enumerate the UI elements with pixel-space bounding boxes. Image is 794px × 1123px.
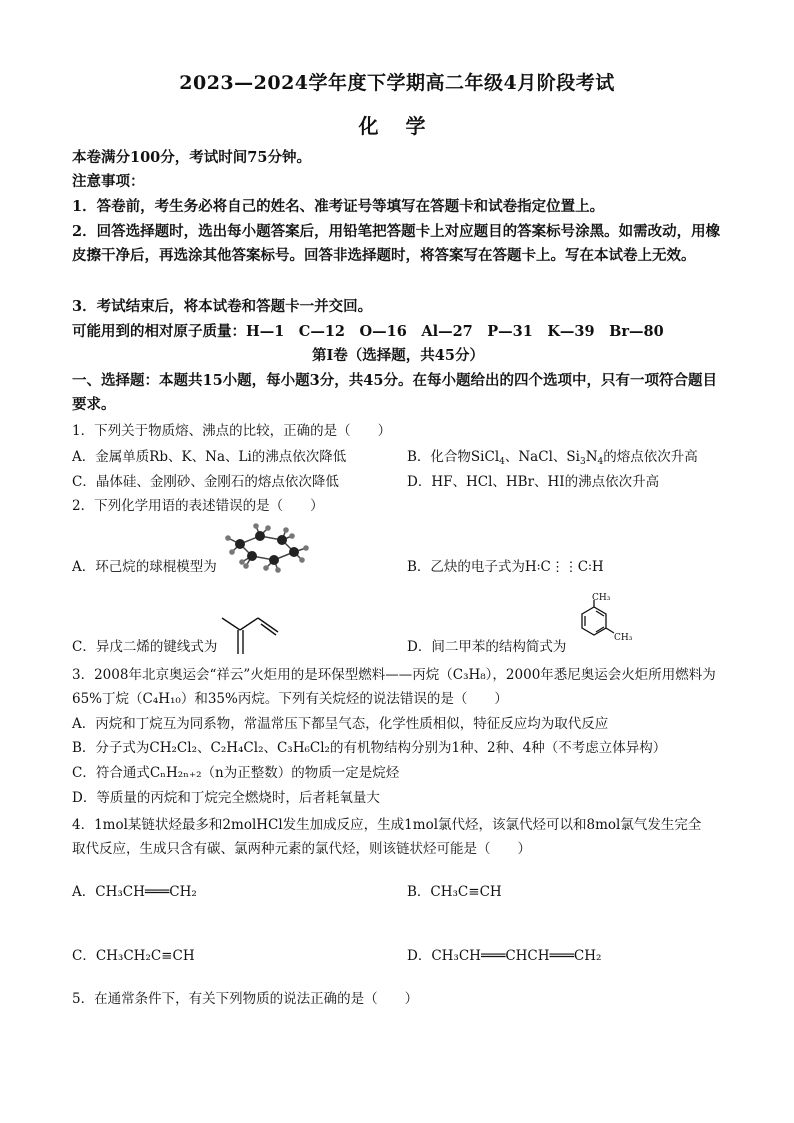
q2-option-a: A．环己烷的球棍模型为 (72, 559, 217, 575)
q4-option-a: A．CH₃CH═══CH₂ (72, 884, 197, 900)
q3-option-d: D．等质量的丙烷和丁烷完全燃烧时，后者耗氧量大 (72, 790, 380, 806)
acetylene-electron-formula: H꞉C⋮⋮C꞉H (524, 559, 604, 575)
m-xylene-ch3-top: CH₃ (592, 593, 611, 603)
q5-stem: 5．在通常条件下，有关下列物质的说法正确的是（ ） (72, 991, 419, 1007)
q3-stem-line1: 3．2008年北京奥运会“祥云”火炬用的是环保型燃料——丙烷（C₃H₈），2000年悉尼奥运会火炬所用燃料为 (72, 667, 716, 683)
q3-option-c: C．符合通式CₙH₂ₙ₊₂（n为正整数）的物质一定是烷烃 (72, 765, 400, 781)
cyclohexane-ball-stick-model (220, 522, 312, 572)
q3-option-a: A．丙烷和丁烷互为同系物，常温常压下都呈气态，化学性质相似，特征反应均为取代反应 (72, 716, 609, 732)
q4-option-b: B．CH₃C≡CH (407, 884, 502, 900)
m-xylene-ch3-right: CH₃ (614, 633, 633, 643)
q4-stem-line1: 4．1mol某链状烃最多和2molHCl发生加成反应，生成1mol氯代烃，该氯代烃可以和8mol氯气发生完全 (72, 817, 702, 833)
subject-title: 化 学 (358, 114, 436, 138)
isoprene-skeletal-formula (218, 610, 288, 656)
note-2: 2．回答选择题时，选出每小题答案后，用铅笔把答题卡上对应题目的答案标号涂黑。如需改动，用橡皮擦干净后，再选涂其他答案标号。回答非选择题时，将答案写在答题卡上。写在本试卷上无效。 (72, 223, 721, 264)
note-1: 1．答卷前，考生务必将自己的姓名、准考证号等填写在答题卡和试卷指定位置上。 (72, 198, 605, 215)
q4-stem-line2: 取代反应，生成只含有碳、氯两种元素的氯代烃，则该链状烃可能是（ ） (72, 841, 531, 857)
q2-stem: 2．下列化学用语的表述错误的是（ ） (72, 498, 324, 514)
q1-option-b: B．化合物SiCl$_4$、NaCl、$Si_3N_4$的熔点依次升高 (407, 449, 698, 467)
note-3: 3．考试结束后，将本试卷和答题卡一并交回。 (72, 298, 373, 315)
q4-option-d: D．CH₃CH═══CHCH═══CH₂ (407, 948, 602, 964)
q3-option-b: B．分子式为CH₂Cl₂、C₂H₄Cl₂、C₃H₆Cl₂的有机物结构分别为1种、2种、4种（不考虑立体异构） (72, 740, 667, 756)
q2-option-b: B．乙炔的电子式为H꞉C⋮⋮C꞉H (407, 559, 604, 575)
q2-option-d: D．间二甲苯的结构简式为 (407, 639, 567, 655)
score-time-note: 本卷满分100分，考试时间75分钟。 (72, 149, 311, 166)
q1-option-c: C．晶体硅、金刚砂、金刚石的熔点依次降低 (72, 474, 339, 490)
part1-instructions: 一、选择题：本题共15小题，每小题3分，共45分。在每小题给出的四个选项中，只有一项符合题目要求。 (72, 372, 717, 413)
q4-option-c: C．CH₃CH₂C≡CH (72, 948, 195, 964)
q2-option-c: C．异戊二烯的键线式为 (72, 639, 218, 655)
q1-stem: 1．下列关于物质熔、沸点的比较，正确的是（ ） (72, 423, 392, 439)
q1-option-a: A．金属单质Rb、K、Na、Li的沸点依次降低 (72, 449, 347, 465)
q3-stem-line2: 65%丁烷（C₄H₁₀）和35%丙烷。下列有关烷烃的说法错误的是（ ） (72, 691, 508, 707)
part1-heading: 第Ⅰ卷（选择题，共45分） (312, 347, 484, 364)
notice-title: 注意事项： (72, 173, 145, 190)
exam-title: 2023—2024学年度下学期高二年级4月阶段考试 (179, 72, 615, 94)
q1-option-d: D．HF、HCl、HBr、HI的沸点依次升高 (407, 474, 660, 490)
atomic-masses: 可能用到的相对原子质量：H—1 C—12 O—16 Al—27 P—31 K—39 Br—80 (72, 323, 664, 340)
